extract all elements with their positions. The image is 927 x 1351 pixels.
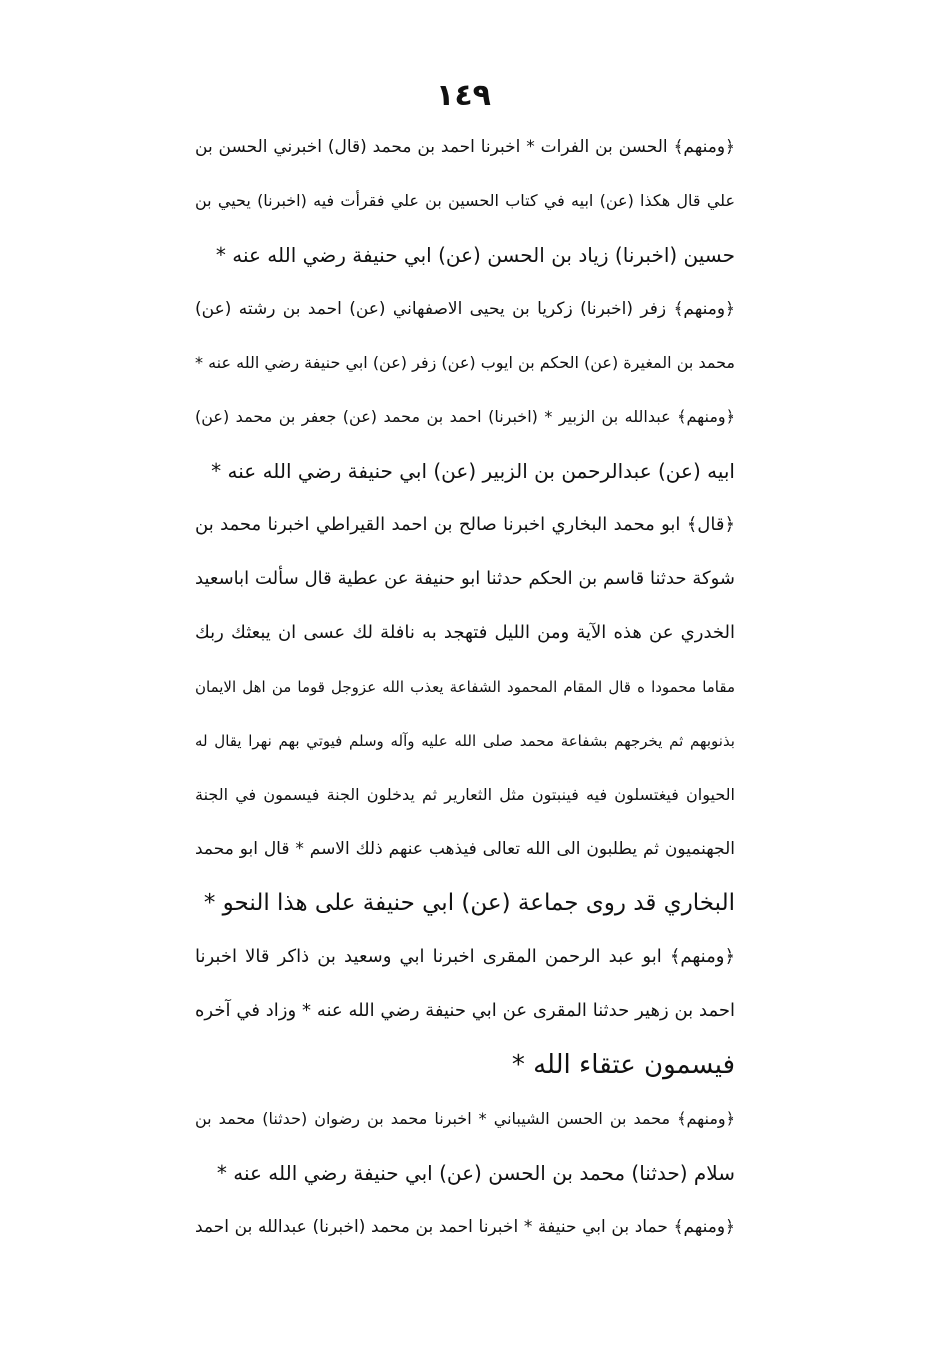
text-line-6: ﴿ومنهم﴾ عبدالله بن الزبير * (اخبرنا) احمد بن محمد (عن) جعفر بن محمد (عن) xyxy=(195,407,735,426)
text-line-13: الحيوان فيغتسلون فيه فينبتون مثل الثعارير ثم يدخلون الجنة فيسمون في الجنة xyxy=(195,785,735,804)
text-line-9: شوكة حدثنا قاسم بن الحكم حدثنا ابو حنيفة عن عطية قال سألت اباسعيد xyxy=(195,568,735,589)
page-number: ١٤٩ xyxy=(436,78,491,113)
text-line-1: ﴿ومنهم﴾ الحسن بن الفرات * اخبرنا احمد بن محمد (قال) اخبرني الحسن بن xyxy=(195,137,735,157)
text-line-12: بذنوبهم ثم يخرجهم بشفاعة محمد صلى الله عليه وآله وسلم فيوتي بهم نهرا يقال له xyxy=(195,732,735,750)
text-line-17: احمد بن زهير حدثنا المقرى عن ابي حنيفة رضي الله عنه * وزاد في آخره xyxy=(195,1000,735,1021)
text-line-19: ﴿ومنهم﴾ محمد بن الحسن الشيباني * اخبرنا محمد بن رضوان (حدثنا) محمد بن xyxy=(195,1109,735,1128)
text-line-14: الجهنميون ثم يطلبون الى الله تعالى فيذهب عنهم ذلك الاسم * قال ابو محمد xyxy=(195,839,735,859)
text-line-8: ﴿قال﴾ ابو محمد البخاري اخبرنا صالح بن احمد القيراطي اخبرنا محمد بن xyxy=(195,514,735,535)
text-line-21: ﴿ومنهم﴾ حماد بن ابي حنيفة * اخبرنا احمد بن محمد (اخبرنا) عبدالله بن احمد xyxy=(195,1217,735,1237)
text-line-15: البخاري قد روى جماعة (عن) ابي حنيفة على هذا النحو * xyxy=(203,890,735,916)
text-body xyxy=(195,120,735,1254)
text-line-10: الخدري عن هذه الآية ومن الليل فتهجد به نافلة لك عسى ان يبعثك ربك xyxy=(195,622,735,643)
text-line-11: مقاما محمودا ه قال المقام المحمود الشفاعة يعذب الله عزوجل قوما من اهل الايمان xyxy=(195,678,735,696)
text-line-18: فيسمون عتقاء الله * xyxy=(511,1050,735,1080)
text-line-20: سلام (حدثنا) محمد بن الحسن (عن) ابي حنيفة رضي الله عنه * xyxy=(216,1161,735,1185)
text-line-4: ﴿ومنهم﴾ زفر (اخبرنا) زكريا بن يحيى الاصفهاني (عن) احمد بن رشته (عن) xyxy=(195,299,735,319)
text-line-16: ﴿ومنهم﴾ ابو عبد الرحمن المقرى اخبرنا ابي وسعيد بن ذاكر قالا اخبرنا xyxy=(195,946,735,967)
text-line-3: حسين (اخبرنا) زياد بن الحسن (عن) ابي حنيفة رضي الله عنه * xyxy=(215,243,735,267)
text-line-2: علي قال هكذا (عن) ابيه في كتاب الحسين بن علي فقرأت فيه (اخبرنا) يحيي بن xyxy=(195,191,735,210)
text-line-5: محمد بن المغيرة (عن) الحكم بن ايوب (عن) زفر (عن) ابي حنيفة رضي الله عنه * xyxy=(195,353,735,372)
text-line-7: ابيه (عن) عبدالرحمن بن الزبير (عن) ابي حنيفة رضي الله عنه * xyxy=(211,459,735,483)
